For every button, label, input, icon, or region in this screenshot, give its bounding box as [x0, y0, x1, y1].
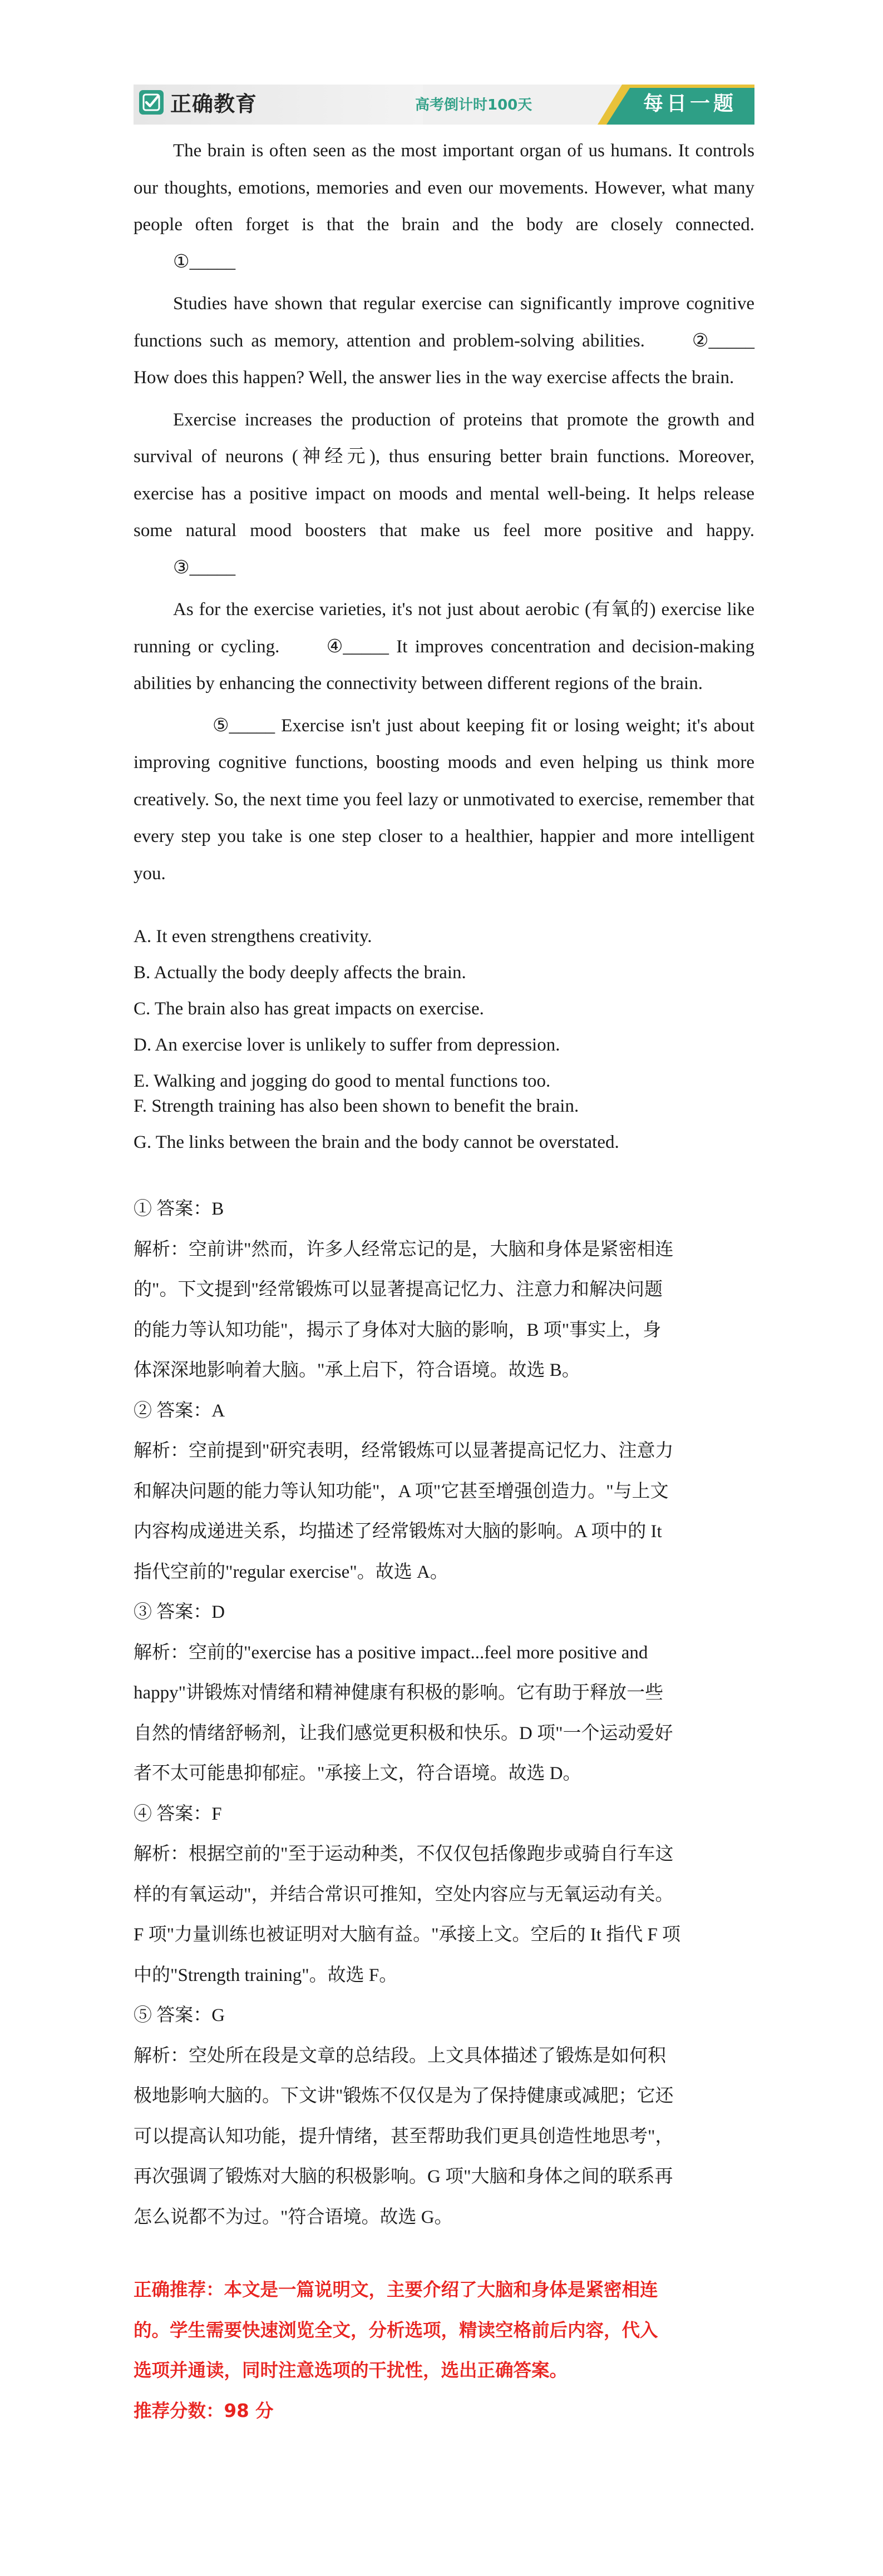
- paragraph-text: As for the exercise varieties, it's not just about aerobic (有氧的) exercise like running or cycling.: [134, 600, 754, 657]
- option-b: B. Actually the body deeply affects the brain.: [134, 963, 466, 983]
- explanation-line: 解析：空前提到"研究表明，经常锻炼可以显著提高记忆力、注意力: [134, 1441, 674, 1461]
- daily-question-label: 每日一题: [643, 92, 737, 115]
- answer-block-1: [134, 1189, 754, 1391]
- answer-key: ④ 答案：F: [134, 1804, 222, 1824]
- answer-key: ⑤ 答案：G: [134, 2005, 225, 2025]
- checkmark-logo-icon: [139, 90, 164, 115]
- explanation-line: 再次强调了锻炼对大脑的积极影响。G 项"大脑和身体之间的联系再: [134, 2167, 673, 2187]
- recommendation-line: 正确推荐：本文是一篇说明文，主要介绍了大脑和身体是紧密相连: [134, 2279, 658, 2300]
- explanation-line: 可以提高认知功能，提升情绪，甚至帮助我们更具创造性地思考"，: [134, 2126, 674, 2147]
- recommendation: [134, 2270, 754, 2431]
- paragraph-text: The brain is often seen as the most important organ of us humans. It controls our thoughts, emotions, memories and even our movements. However, what many people often forget is that the brain and the body are closely connected.: [134, 141, 754, 235]
- explanation-line: 的"。下文提到"经常锻炼可以显著提高记忆力、注意力和解决问题: [134, 1280, 663, 1300]
- blank-2: ②_____: [692, 330, 754, 351]
- passage-paragraph-2: [134, 285, 754, 397]
- passage-paragraph-1: [134, 132, 754, 280]
- check-icon: [142, 93, 161, 112]
- answer-options: [134, 924, 754, 1155]
- blank-3: ③_____: [173, 557, 236, 578]
- paragraph-text: Exercise increases the production of proteins that promote the growth and survival of neurons (神经元), thus ensuring better brain functions. Moreover, exercise has a positive impact on moods and mental well-being. It helps release some natural mood boosters that make us feel more positive and happy.: [134, 409, 754, 541]
- explanation-line: 中的"Strength training"。故选 F。: [134, 1965, 398, 1985]
- explanation-line: 自然的情绪舒畅剂，让我们感觉更积极和快乐。D 项"一个运动爱好: [134, 1723, 673, 1743]
- recommendation-line: 的。学生需要快速浏览全文，分析选项，精读空格前后内容，代入: [134, 2319, 658, 2341]
- answer-block-3: [134, 1592, 754, 1794]
- paragraph-text-after: How does this happen? Well, the answer lies in the way exercise affects the brain.: [134, 368, 734, 388]
- recommendation-line: 选项并通读，同时注意选项的干扰性，选出正确答案。: [134, 2360, 568, 2381]
- paragraph-text-after: It improves concentration and decision-making abilities by enhancing the connectivity between different regions of the brain.: [134, 636, 755, 693]
- explanation-line: 和解决问题的能力等认知功能"，A 项"它甚至增强创造力。"与上文: [134, 1481, 669, 1502]
- paragraph-text-after: Exercise isn't just about keeping fit or losing weight; it's about improving cognitive functions, boosting moods and even helping us think more creatively. So, the next time you feel lazy or unmotivated to exercise, remember that every step you take is one step closer to a healthier, happier and more intelligent you.: [134, 715, 754, 884]
- option-d: D. An exercise lover is unlikely to suffer from depression.: [134, 1035, 560, 1055]
- explanation-line: 解析：根据空前的"至于运动种类，不仅仅包括像跑步或骑自行车这: [134, 1844, 674, 1864]
- recommended-score: 推荐分数：98 分: [134, 2400, 274, 2421]
- answer-block-5: [134, 1995, 754, 2237]
- page-header: [134, 85, 754, 125]
- paragraph-text: Studies have shown that regular exercise can significantly improve cognitive functions such as memory, attention and problem-solving abilities.: [134, 294, 754, 351]
- explanation-line: 解析：空前讲"然而，许多人经常忘记的是，大脑和身体是紧密相连: [134, 1239, 674, 1260]
- worksheet-content: [134, 132, 754, 2431]
- passage-paragraph-4: [134, 591, 754, 702]
- blank-5: ⑤_____: [213, 715, 275, 736]
- explanation-line: 内容构成递进关系，均描述了经常锻炼对大脑的影响。A 项中的 It: [134, 1522, 662, 1542]
- passage-paragraph-3: [134, 402, 754, 587]
- passage-paragraph-5: [134, 707, 754, 893]
- answer-block-4: [134, 1794, 754, 1996]
- option-g: G. The links between the brain and the body cannot be overstated.: [134, 1132, 619, 1152]
- explanation-line: 解析：空前的"exercise has a positive impact...feel more positive and: [134, 1642, 648, 1663]
- answer-key: ③ 答案：D: [134, 1602, 225, 1622]
- explanation-line: F 项"力量训练也被证明对大脑有益。"承接上文。空后的 It 指代 F 项: [134, 1925, 681, 1945]
- answer-key: ① 答案：B: [134, 1199, 224, 1219]
- explanation-line: 极地影响大脑的。下文讲"锻炼不仅仅是为了保持健康或减肥；它还: [134, 2086, 674, 2106]
- option-a: A. It even strengthens creativity.: [134, 927, 372, 947]
- exam-countdown: 高考倒计时100天: [415, 97, 532, 113]
- answer-analysis: [134, 1189, 754, 2237]
- explanation-line: 指代空前的"regular exercise"。故选 A。: [134, 1562, 448, 1582]
- option-f: F. Strength training has also been shown to benefit the brain.: [134, 1096, 579, 1116]
- option-e: E. Walking and jogging do good to mental functions too.: [134, 1071, 551, 1091]
- answer-key: ② 答案：A: [134, 1400, 225, 1421]
- explanation-line: 者不太可能患抑郁症。"承接上文，符合语境。故选 D。: [134, 1763, 581, 1784]
- daily-question-tab: [576, 85, 754, 125]
- blank-1: ①_____: [173, 251, 236, 272]
- answer-block-2: [134, 1391, 754, 1593]
- explanation-line: 体深深地影响着大脑。"承上启下，符合语境。故选 B。: [134, 1360, 580, 1380]
- explanation-line: happy"讲锻炼对情绪和精神健康有积极的影响。它有助于释放一些: [134, 1683, 664, 1703]
- explanation-line: 样的有氧运动"，并结合常识可推知，空处内容应与无氧运动有关。: [134, 1884, 674, 1905]
- explanation-line: 的能力等认知功能"，揭示了身体对大脑的影响，B 项"事实上，身: [134, 1320, 662, 1340]
- option-c: C. The brain also has great impacts on exercise.: [134, 999, 484, 1019]
- explanation-line: 解析：空处所在段是文章的总结段。上文具体描述了锻炼是如何积: [134, 2045, 666, 2066]
- reading-passage: [134, 132, 754, 892]
- blank-4: ④_____: [326, 636, 389, 657]
- brand-name: 正确教育: [170, 92, 258, 116]
- explanation-line: 怎么说都不为过。"符合语境。故选 G。: [134, 2207, 453, 2227]
